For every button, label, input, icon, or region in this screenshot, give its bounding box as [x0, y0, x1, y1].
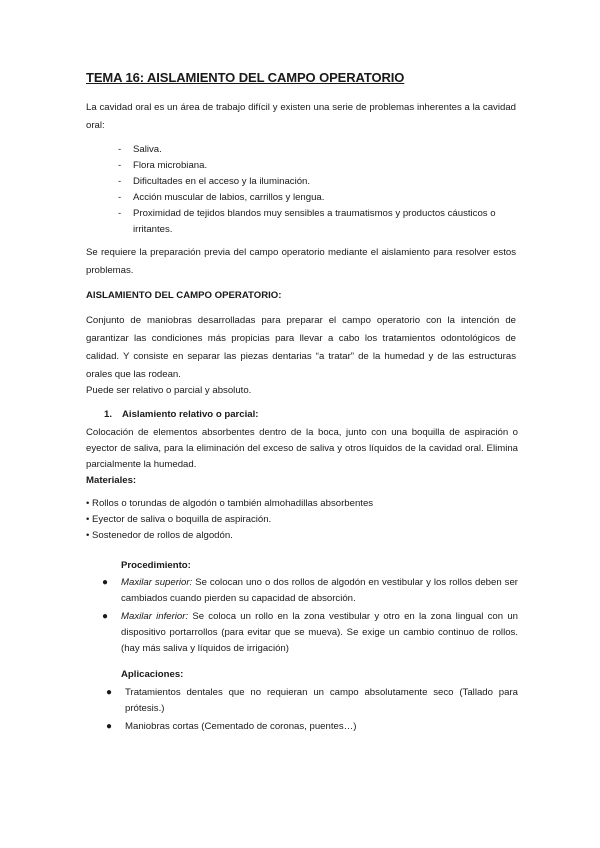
- procedure-heading: Procedimiento:: [121, 560, 191, 571]
- materials-list: [86, 496, 373, 544]
- bullet-icon: ●: [106, 687, 113, 698]
- subsection-description: Colocación de elementos absorbentes dentro de la boca, junto con una boquilla de aspiración o eyector de saliva, para la eliminación del exceso de saliva y otros líquidos de la cavidad oral. Elimina parcialmente la humedad. Materiales:: [86, 427, 518, 486]
- subsection-title: Aislamiento relativo o parcial:: [122, 409, 259, 420]
- applications-heading: Aplicaciones:: [121, 669, 184, 680]
- list-item: ● Tratamientos dentales que no requieran un campo absolutamente seco (Tallado para prótesis.): [106, 687, 518, 714]
- bullet-icon: ●: [106, 721, 113, 732]
- list-item: • Eyector de saliva o boquilla de aspiración.: [86, 514, 272, 525]
- list-item: - Saliva.: [118, 142, 518, 158]
- list-item: - Proximidad de tejidos blandos muy sensibles a traumatismos y productos cáusticos o irritantes.: [118, 206, 518, 238]
- intro-paragraph: La cavidad oral es un área de trabajo difícil y existen una serie de problemas inherentes a la cavidad oral:: [86, 102, 516, 131]
- list-item: ● Maxilar inferior: Se coloca un rollo en la zona vestibular y otro en la zona lingual con un dispositivo portarrollos (para evitar que se mueva). Se exige un cambio continuo de rollos. (hay más saliva y líquidos de irrigación): [102, 611, 518, 654]
- list-item: • Rollos o torundas de algodón o también almohadillas absorbentes: [86, 498, 374, 509]
- list-item: - Dificultades en el acceso y la iluminación.: [118, 174, 518, 190]
- types-paragraph: Puede ser relativo o parcial y absoluto.: [86, 385, 252, 396]
- page-title: TEMA 16: AISLAMIENTO DEL CAMPO OPERATORIO: [86, 70, 405, 85]
- materials-heading: Materiales:: [86, 475, 137, 486]
- problems-list: [118, 142, 518, 238]
- subsection-number: 1.: [104, 409, 113, 420]
- definition-paragraph: Conjunto de maniobras desarrolladas para preparar el campo operatorio con la intención de garantizar las condiciones más propicias para llevar a cabo los tratamientos odontológicos de calidad. Y consiste en separar las piezas dentarias “a tratar” de la humedad y de las estructuras orales que las rodean.: [86, 315, 516, 380]
- list-item: - Flora microbiana.: [118, 158, 518, 174]
- section-heading: AISLAMIENTO DEL CAMPO OPERATORIO:: [86, 290, 282, 301]
- applications-list: [104, 685, 518, 737]
- subsection-heading: [104, 409, 259, 420]
- bullet-icon: ●: [102, 611, 109, 622]
- bullet-icon: ●: [102, 577, 109, 588]
- list-item: ● Maniobras cortas (Cementado de coronas, puentes…): [104, 719, 518, 735]
- list-item: - Acción muscular de labios, carrillos y lengua.: [118, 190, 518, 206]
- requirement-paragraph: Se requiere la preparación previa del campo operatorio mediante el aislamiento para resolver estos problemas.: [86, 247, 516, 276]
- list-item: ● Maxilar superior: Se colocan uno o dos rollos de algodón en vestibular y los rollos deben ser cambiados cuando pierden su capacidad de absorción.: [102, 577, 518, 604]
- procedure-list: [100, 575, 518, 659]
- list-item: • Sostenedor de rollos de algodón.: [86, 530, 233, 541]
